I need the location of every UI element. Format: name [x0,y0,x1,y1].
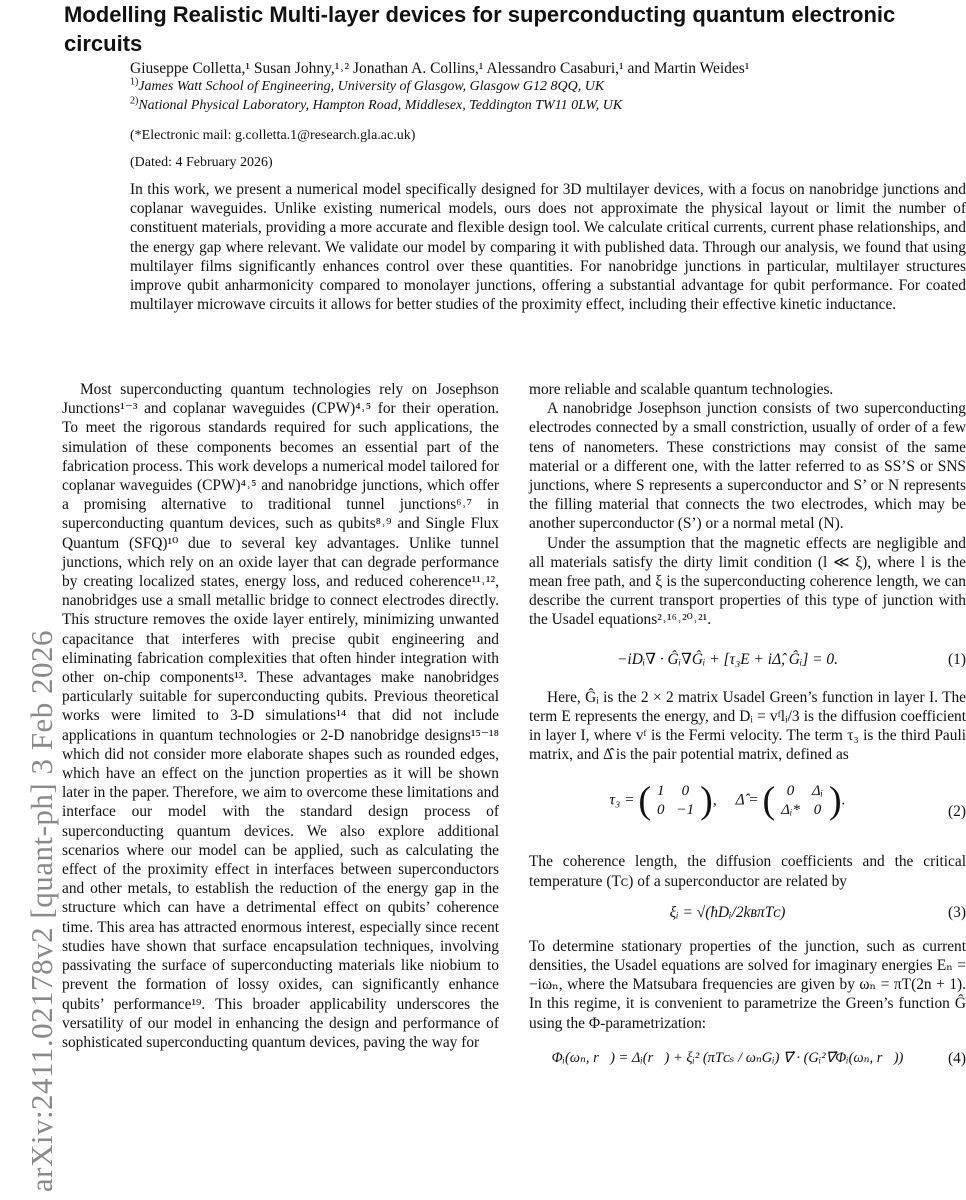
continued-paragraph: more reliable and scalable quantum technologies. [529,381,834,398]
nanobridge-paragraph: A nanobridge Josephson junction consists of two superconducting electrodes connected by a small constriction, usually of order of a few tens of nanometers. These constrictions may consist of the same material or a different one, with the latter referred to as SS’S or SNS junctions, where S represents a superconductor and S’ or N represents the filling material that connects the two electrodes, which may be another superconductor (S’) or a normal metal (N). [529,400,966,533]
equation-4-expression: Φᵢ(ωₙ, r⃗) = Δᵢ(r⃗) + ξᵢ² (πTᴄₛ / ωₙGᵢ) ∇⃗ · (Gᵢ²∇⃗Φᵢ(ωₙ, r⃗)) [551,1049,904,1066]
equation-4 [529,1033,966,1083]
tau-matrix: ( 1 0 0 −1 ) [638,779,713,822]
equation-2: τ₃ = ( 1 0 0 −1 ), Δ̂ = ( 0 Δᵢ Δᵢ* 0 ). (2) [609,779,966,822]
equation-2-number: (2) [948,803,966,821]
paper-title: Modelling Realistic Multi-layer devices for superconducting quantum electronic circuits [64,2,896,56]
affiliation-1 [130,76,605,95]
coherence-paragraph: The coherence length, the diffusion coefficients and the critical temperature (Tᴄ) of a superconductor are related by [529,853,966,890]
intro-paragraph: Most superconducting quantum technologies rely on Josephson Junctions¹⁻³ and coplanar waveguides (CPW)⁴˒⁵ for their operation. To meet the rigorous standards required for such applications, the simulation of these components becomes an essential part of the fabrication process. This work develops a numerical model tailored for coplanar waveguides (CPW)⁴˒⁵ and nanobridge junctions, which offer a promising alternative to traditional tunnel junctions⁶˒⁷ in superconducting quantum devices, such as qubits⁸˒⁹ and Single Flux Quantum (SFQ)¹⁰ due to several key advantages. Unlike tunnel junctions, which rely on an oxide layer that can degrade performance by creating localized states, energy loss, and reduced coherence¹¹˒¹², nanobridges use a small metallic bridge to connect electrodes directly. This structure removes the oxide layer entirely, minimizing unwanted capacitance that interferes with precise qubit engineering and eliminating fabrication complexities that often hinder integration with other on-chip components¹³. These advantages make nanobridges particularly suitable for superconducting qubits. Previous theoretical works were limited to 3-D simulations¹⁴ that did not include applications in quantum technologies or 2-D nanobridge designs¹⁵⁻¹⁸ which did not consider more elaborate shapes such as rounded edges, which have an effect on the junction properties as it will be shown later in the paper. Therefore, we aim to overcome these limitations and interface our model with the standard design process of superconducting quantum devices. We also explore additional scenarios where our model can be applied, such as calculating the effect of the proximity effect in interfaces between superconductors and other metals, to establish the reduction of the energy gap in the structure which can have a detrimental effect on qubits’ coherence time. This area has attracted enormous interest, especially since recent studies have shown that surface encapsulation techniques, involving passivating the surface of superconducting materials like niobium to prevent the formation of lossy oxides, can significantly enhance qubits’ performance¹⁹. This broader applicability underscores the versatility of our model in enhancing the design and performance of sophisticated superconducting quantum devices, paving the way for [62,381,499,1051]
affiliation-2-text: National Physical Laboratory, Hampton Road, Middlesex, Teddington TW11 0LW, UK [138,98,623,113]
arxiv-identifier: arXiv:2411.02178v2 [quant-ph] 3 Feb 2026 [24,630,59,1193]
equation-1-expression: −iDᵢ∇ · Ĝᵢ∇Ĝᵢ + [τ₃E + iΔ̂, Ĝᵢ] = 0. [617,650,838,668]
dated-line: (Dated: 4 February 2026) [130,155,273,170]
equation-1 [529,630,966,688]
delta-matrix: ( 0 Δᵢ Δᵢ* 0 ) [762,779,842,822]
equation-1-number: (1) [948,650,966,668]
affiliation-1-mark: 1) [130,76,139,88]
equation-3 [529,891,966,937]
equation-4-number: (4) [948,1049,966,1067]
arxiv-sidebar [4,300,59,1193]
green-function-paragraph: Here, Ĝᵢ is the 2 × 2 matrix Usadel Green’s function in layer I. The term E represents the energy, and Dᵢ = vᶠlᵢ/3 is the diffusion coefficient in layer I, where vᶠ is the Fermi velocity. The term τ₃ is the third Pauli matrix, and Δ̂ is the pair potential matrix, defined as [529,688,966,764]
affiliation-2-mark: 2) [130,95,139,107]
affiliation-2 [130,95,623,114]
equation-3-number: (3) [948,903,966,921]
affiliation-1-text: James Watt School of Engineering, University of Glasgow, Glasgow G12 8QQ, UK [138,79,605,94]
matsubara-paragraph: To determine stationary properties of the junction, such as current densities, the Usadel equations are solved for imaginary energies Eₙ = −iωₙ, where the Matsubara frequencies are given by ωₙ = πT(2n + 1). In this regime, it is convenient to parametrize the Green’s function Ĝ using the Φ-parametrization: [529,937,966,1032]
usadel-paragraph: Under the assumption that the magnetic effects are negligible and all materials satisfy the dirty limit condition (l ≪ ξ), where l is the mean free path, and ξ is the superconducting coherence length, we can describe the current transport properties of this type of junction with the Usadel equations²˒¹⁶˒²⁰˒²¹. [529,534,966,629]
right-column [529,380,966,1083]
abstract: In this work, we present a numerical model specifically designed for 3D multilayer devices, with a focus on nanobridge junctions and coplanar waveguides. Unlike existing numerical models, ours does not approximate the physical layout or limit the number of constituent materials, providing a more accurate and flexible design tool. We calculate critical currents, current phase relationships, and the energy gap where relevant. We validate our model by comparing it with published data. Through our analysis, we found that using multilayer films significantly enhances control over these quantities. For nanobridge junctions in particular, multilayer structures improve qubit anharmonicity compared to monolayer junctions, offering a substantial advantage for qubit performance. For coated multilayer microwave circuits it allows for better studies of the proximity effect, including their effective kinetic inductance. [130,181,966,314]
delta-symbol: Δ̂ = [735,791,759,809]
author-list: Giuseppe Colletta,¹ Susan Johny,¹˒² Jonathan A. Collins,¹ Alessandro Casaburi,¹ and Martin Weides¹ [130,60,750,77]
left-column [62,380,499,1052]
equation-3-expression: ξᵢ = √(ħDᵢ/2kʙπTᴄ) [669,903,786,921]
tau-symbol: τ₃ = [609,791,635,809]
corresponding-email: (*Electronic mail: g.colletta.1@research.gla.ac.uk) [130,128,416,143]
